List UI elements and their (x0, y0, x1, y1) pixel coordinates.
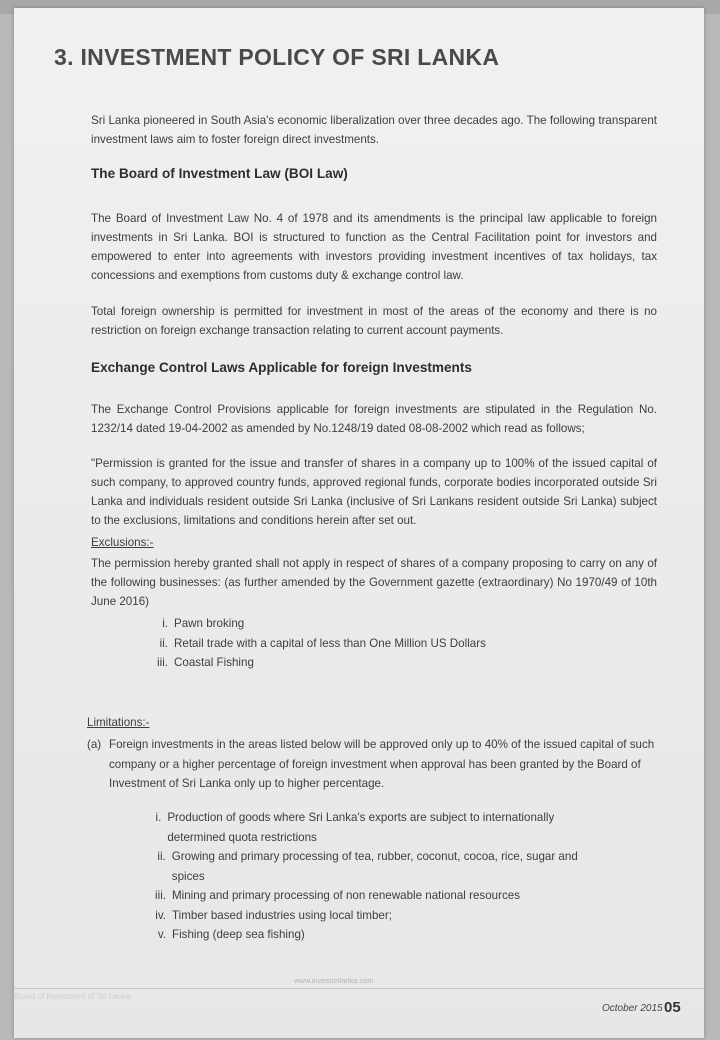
limitations-label: Limitations:- (87, 716, 150, 729)
page-number: 05 (664, 999, 681, 1016)
list-item: ii. Growing and primary processing of tea, rubber, coconut, cocoa, rice, sugar and spices (157, 850, 578, 883)
list-item: ii. Retail trade with a capital of less than One Million US Dollars (159, 636, 486, 650)
list-item: iii. Mining and primary processing of non renewable national resources (155, 889, 521, 902)
exclusions-list (142, 614, 486, 673)
list-item: i. Pawn broking (162, 617, 245, 630)
intro-paragraph: Sri Lanka pioneered in South Asia's economic liberalization over three decades ago. The following transparent investment laws aim to foster foreign direct investments. (91, 114, 657, 146)
exclusions-paragraph: The permission hereby granted shall not apply in respect of shares of a company proposing to carry on any of the following businesses: (as further amended by the Government gazette (extraordinary) No 1970/49 of 10th June 2016) (91, 557, 657, 608)
footer-date: October 2015 (602, 1003, 663, 1014)
footer-divider (14, 988, 704, 989)
limitation-a-text: Foreign investments in the areas listed below will be approved only up to 40% of the issued capital of such company or a higher percentage of foreign investment when approval has been granted by the Board of Investment of Sri Lanka only up to higher percentage. (109, 738, 655, 790)
exchange-paragraph-2: "Permission is granted for the issue and transfer of shares in a company up to 100% of the issued capital of such company, to approved country funds, approved regional funds, corporate bodies incorporated outside Sri Lanka and individuals resident outside Sri Lanka (inclusive of Sri Lankans resident outside Sri Lanka) subject to the exclusions, limitations and conditions herein after set out. (91, 457, 657, 527)
footer-website: www.investsrilanka.com (294, 976, 374, 985)
limitation-a-tag: (a) (87, 738, 102, 751)
limitation-a (87, 735, 657, 794)
list-item: v. Fishing (deep sea fishing) (157, 928, 305, 941)
limitations-list (140, 808, 610, 945)
boi-paragraph-1: The Board of Investment Law No. 4 of 1978 and its amendments is the principal law applicable to foreign investments in Sri Lanka. BOI is structured to function as the Central Facilitation point for investors and empowered to enter into agreements with investors providing investment incentives of tax holidays, tax concessions and exemptions from customs duty & exchange control law. (91, 212, 657, 282)
document-page (14, 8, 704, 1038)
page-title: 3. INVESTMENT POLICY OF SRI LANKA (54, 44, 500, 70)
exchange-heading: Exchange Control Laws Applicable for foreign Investments (91, 360, 472, 375)
list-item: i. Production of goods where Sri Lanka's exports are subject to internationally determined quota restrictions (155, 811, 555, 844)
exchange-paragraph-1: The Exchange Control Provisions applicable for foreign investments are stipulated in the Regulation No. 1232/14 dated 19-04-2002 as amended by No.1248/19 dated 08-08-2002 which read as follows; (91, 403, 657, 435)
boi-heading: The Board of Investment Law (BOI Law) (91, 166, 348, 181)
footer-organization: Board of Investment of Sri Lanka (14, 992, 131, 1001)
list-item: iii. Coastal Fishing (157, 656, 254, 669)
boi-paragraph-2: Total foreign ownership is permitted for investment in most of the areas of the economy and there is no restriction on foreign exchange transaction relating to current account payments. (91, 305, 657, 337)
list-item: iv. Timber based industries using local timber; (155, 908, 392, 922)
exclusions-label: Exclusions:- (91, 536, 154, 549)
